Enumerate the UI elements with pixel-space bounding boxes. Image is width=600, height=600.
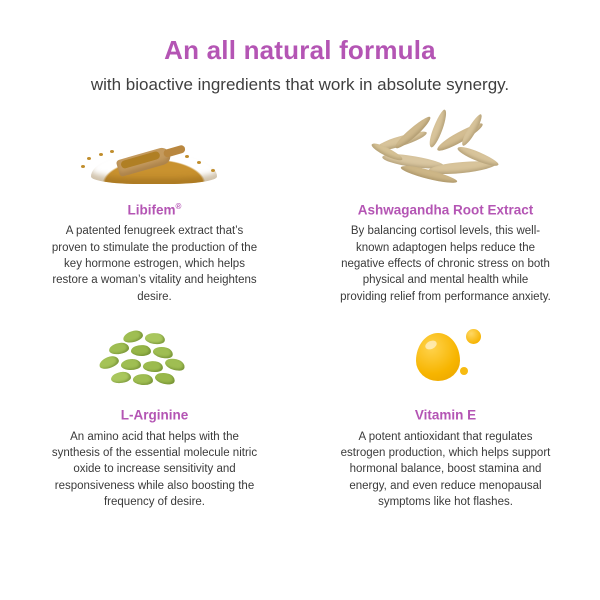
- trademark-symbol: ®: [175, 201, 182, 211]
- ashwagandha-roots-icon: [356, 122, 536, 186]
- ingredient-title: [415, 407, 476, 423]
- ingredient-description: An amino acid that helps with the synthesis of the essential molecule nitric oxide to increase sensitivity and responsiveness while also boosting the frequency of desire.: [51, 430, 258, 508]
- ingredient-description: A potent antioxidant that regulates estrogen production, which helps support hormonal balance, boost stamina and energy, and even reduce menopausal symptoms like hot flashes.: [340, 430, 551, 508]
- fenugreek-seeds-scoop-icon: [65, 122, 245, 186]
- ingredient-card-l-arginine: [18, 327, 291, 510]
- oil-droplet-icon: [356, 327, 536, 391]
- ingredient-card-vitamin-e: [309, 327, 582, 510]
- ingredient-name: Vitamin E: [414, 407, 477, 423]
- pumpkin-seeds-icon: [65, 327, 245, 391]
- ingredient-title: [358, 202, 534, 218]
- ingredient-description: A patented fenugreek extract that’s proven to stimulate the production of the key hormone estrogen, which helps restore a woman’s vitality and heightens desire.: [51, 225, 258, 303]
- ingredient-name: L-Arginine: [120, 407, 189, 423]
- ingredient-name: Libifem: [127, 202, 176, 218]
- page-subtitle: with bioactive ingredients that work in absolute synergy.: [90, 74, 510, 94]
- page-title: An all natural formula: [164, 35, 436, 65]
- ingredient-title: [128, 202, 182, 218]
- ingredient-card-ashwagandha: [309, 122, 582, 305]
- ingredients-grid: [18, 122, 582, 510]
- ingredient-card-libifem: [18, 122, 291, 305]
- ingredient-name: Ashwagandha Root Extract: [357, 202, 534, 218]
- ingredient-description: By balancing cortisol levels, this well-known adaptogen helps reduce the negative effects of chronic stress on both physical and mental health while providing relief from performance anxiety.: [340, 225, 551, 303]
- ingredient-title: [121, 407, 189, 423]
